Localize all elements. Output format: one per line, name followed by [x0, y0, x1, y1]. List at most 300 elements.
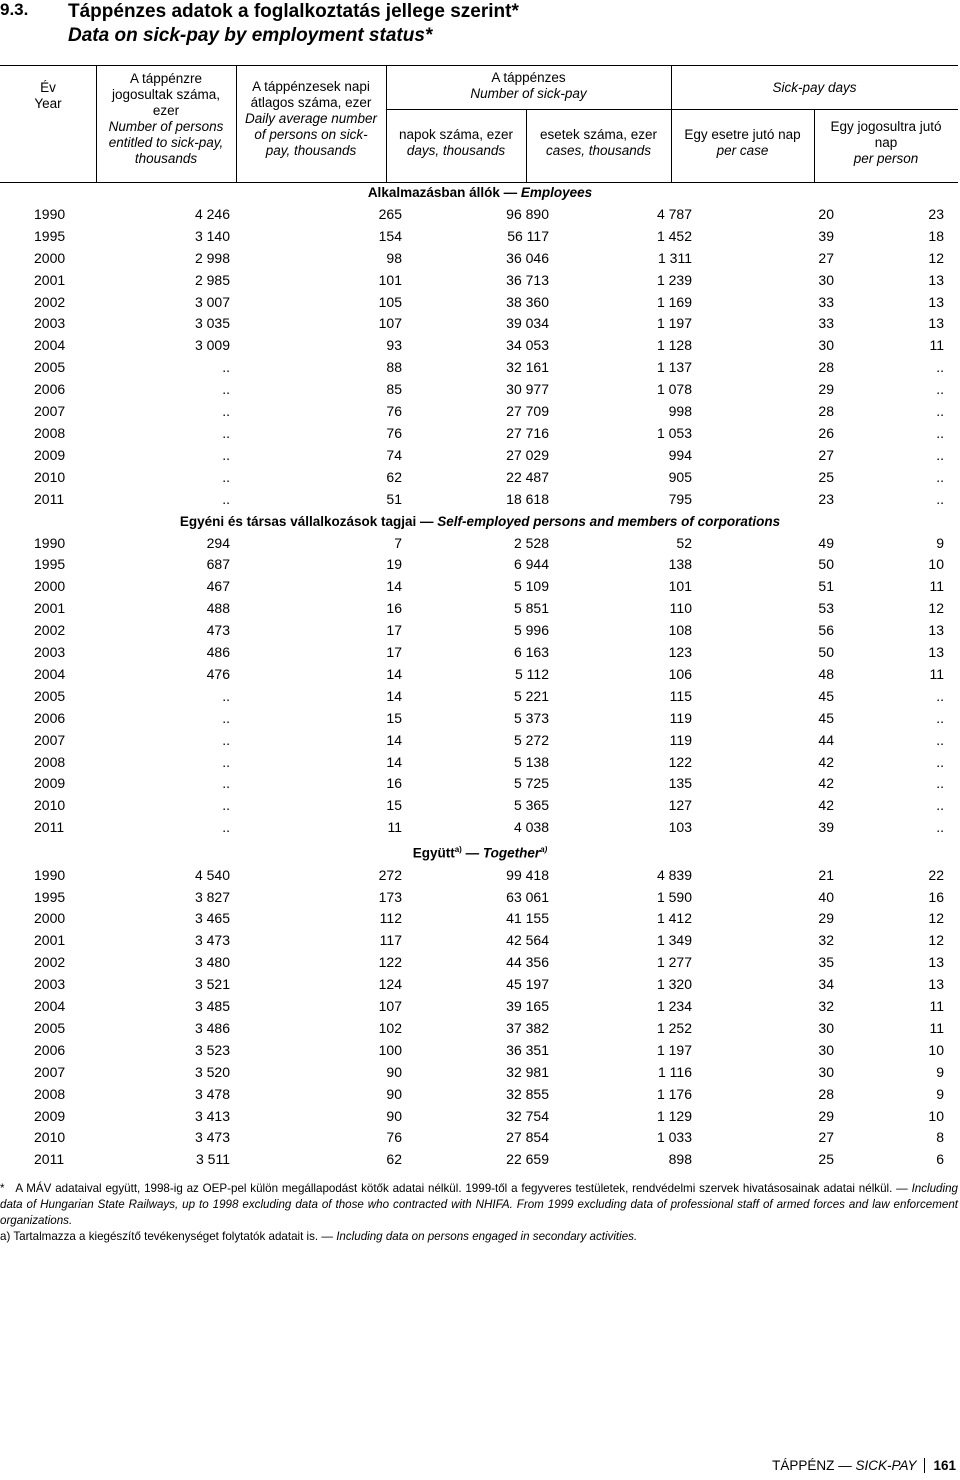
value-cell: 127: [668, 797, 692, 814]
value-cell: 2 998: [194, 249, 230, 266]
value-cell: 3 520: [194, 1063, 230, 1080]
value-cell: 27: [818, 1129, 834, 1146]
value-cell: 39: [818, 227, 834, 244]
value-cell: 119: [669, 709, 692, 726]
year-cell: 2003: [34, 976, 66, 993]
value-cell: 11: [387, 819, 402, 836]
year-cell: 2007: [34, 403, 66, 420]
value-cell: 6: [936, 1151, 944, 1168]
value-cell: 56: [818, 622, 834, 639]
value-cell: 39 165: [506, 998, 549, 1015]
table-row: [0, 313, 960, 335]
year-cell: 2000: [34, 249, 66, 266]
table-row: [0, 401, 960, 423]
value-cell: 90: [386, 1107, 402, 1124]
value-cell: 16: [386, 775, 402, 792]
value-cell: 13: [928, 315, 944, 332]
value-cell: 18: [928, 227, 944, 244]
value-cell: 2 528: [513, 534, 549, 551]
value-cell: 1 197: [656, 315, 692, 332]
footnote-star: * A MÁV adataival együtt, 1998-ig az OEP-pel külön megállapodást kötők adatai nélkül. 1999-től a fegyveres testületek, rendvédelmi szervek hivatásosainak adatai nélkül. — Including data of Hungarian State Railways, up to 1998 excluding data of those who contracted with NHIFA. From 1999 excluding data of professional staff of armed forces and law enforcement organizations.: [0, 1182, 958, 1227]
value-cell: 29: [818, 910, 834, 927]
value-cell: 795: [668, 490, 692, 507]
value-cell: 90: [386, 1063, 402, 1080]
table-row: [0, 930, 960, 952]
year-cell: 1995: [34, 227, 66, 244]
header-entitled-persons: A táppénzre jogosultak száma, ezer Number of persons entitled to sick-pay, thousands: [108, 71, 224, 166]
value-cell: 12: [928, 910, 944, 927]
value-cell: 3 827: [194, 888, 230, 905]
section-heading-row: [0, 182, 960, 204]
year-cell: 2008: [34, 1085, 66, 1102]
value-cell: 1 033: [656, 1129, 692, 1146]
table-row: [0, 730, 960, 752]
value-cell: 52: [676, 534, 692, 551]
value-cell: 486: [206, 644, 230, 661]
value-cell: 1 053: [656, 424, 692, 441]
value-cell: 13: [928, 644, 944, 661]
value-cell: 138: [668, 556, 692, 573]
title-hungarian: Táppénzes adatok a foglalkoztatás jellege szerint*: [68, 1, 519, 22]
header-sick-pay-group: A táppénzes Number of sick-pay: [470, 70, 587, 101]
value-cell: 51: [386, 490, 402, 507]
value-cell: 11: [929, 337, 944, 354]
value-cell: 4 787: [656, 205, 692, 222]
year-cell: 2009: [34, 775, 66, 792]
value-cell: 13: [928, 293, 944, 310]
table-row: [0, 204, 960, 226]
value-cell: 30: [818, 271, 834, 288]
value-cell: 38 360: [506, 293, 549, 310]
value-cell: 63 061: [506, 888, 549, 905]
year-cell: 2004: [34, 998, 66, 1015]
value-cell: 36 046: [506, 249, 549, 266]
value-cell: 28: [818, 359, 834, 376]
value-cell: 40: [818, 888, 834, 905]
value-cell: 3 511: [196, 1151, 230, 1168]
value-cell: 6 944: [513, 556, 549, 573]
value-cell: 16: [928, 888, 944, 905]
value-cell: 27 716: [506, 424, 549, 441]
value-cell: 19: [386, 556, 402, 573]
value-cell: 998: [668, 403, 692, 420]
table-row: [0, 996, 960, 1018]
value-cell: 11: [929, 578, 944, 595]
year-cell: 2001: [34, 600, 66, 617]
value-cell: 14: [386, 753, 402, 770]
footnote-a: a) Tartalmazza a kiegészítő tevékenységet folytatók adatait is. — Including data on persons engaged in secondary activities.: [0, 1230, 638, 1243]
value-cell: 100: [378, 1041, 402, 1058]
table-row: [0, 467, 960, 489]
value-cell: 101: [668, 578, 692, 595]
value-cell: 3 007: [194, 293, 230, 310]
value-cell: 4 038: [513, 819, 549, 836]
value-cell: 15: [386, 709, 402, 726]
table-row: [0, 248, 960, 270]
value-cell: 123: [668, 644, 692, 661]
value-cell: 30: [818, 1041, 834, 1058]
value-cell: 32 161: [506, 359, 549, 376]
value-cell: 12: [928, 600, 944, 617]
value-cell: ..: [222, 709, 230, 726]
value-cell: 103: [668, 819, 692, 836]
value-cell: 119: [669, 731, 692, 748]
value-cell: 1 128: [656, 337, 692, 354]
value-cell: 45 197: [506, 976, 549, 993]
table-row: [0, 292, 960, 314]
value-cell: 905: [668, 468, 692, 485]
value-cell: 154: [378, 227, 402, 244]
table-row: [0, 686, 960, 708]
table-row: [0, 1062, 960, 1084]
value-cell: 3 413: [194, 1107, 230, 1124]
value-cell: 34 053: [506, 337, 549, 354]
page-title: [68, 0, 519, 48]
table-row: [0, 795, 960, 817]
value-cell: 4 246: [194, 205, 230, 222]
value-cell: 488: [206, 600, 230, 617]
value-cell: 26: [818, 424, 834, 441]
value-cell: 62: [386, 1151, 402, 1168]
value-cell: 110: [669, 600, 692, 617]
value-cell: ..: [222, 687, 230, 704]
value-cell: 17: [386, 644, 402, 661]
year-cell: 2011: [34, 1151, 65, 1168]
value-cell: 1 277: [656, 954, 692, 971]
value-cell: ..: [936, 797, 944, 814]
value-cell: 5 996: [513, 622, 549, 639]
value-cell: 17: [386, 622, 402, 639]
value-cell: 10: [928, 1041, 944, 1058]
value-cell: 122: [668, 753, 692, 770]
value-cell: 96 890: [506, 205, 549, 222]
value-cell: 13: [928, 976, 944, 993]
value-cell: 5 851: [513, 600, 549, 617]
value-cell: 41 155: [506, 910, 549, 927]
value-cell: 3 473: [194, 1129, 230, 1146]
value-cell: 76: [386, 424, 402, 441]
value-cell: ..: [222, 468, 230, 485]
value-cell: 1 239: [656, 271, 692, 288]
value-cell: 3 465: [194, 910, 230, 927]
table-row: [0, 664, 960, 686]
value-cell: 12: [928, 932, 944, 949]
table-row: [0, 226, 960, 248]
value-cell: 1 078: [656, 381, 692, 398]
table-row: [0, 1040, 960, 1062]
value-cell: 76: [386, 403, 402, 420]
value-cell: 1 320: [656, 976, 692, 993]
year-cell: 2006: [34, 381, 66, 398]
table-row: [0, 379, 960, 401]
value-cell: ..: [936, 424, 944, 441]
value-cell: 50: [818, 556, 834, 573]
section-heading: Együtt$^{a)}$ — Together$^{a)}$: [412, 845, 548, 861]
value-cell: 33: [818, 293, 834, 310]
table-row: [0, 908, 960, 930]
value-cell: 5 112: [515, 665, 549, 682]
year-cell: 2007: [34, 731, 66, 748]
value-cell: ..: [936, 359, 944, 376]
value-cell: ..: [936, 687, 944, 704]
table-row: [0, 817, 960, 839]
value-cell: 90: [386, 1085, 402, 1102]
value-cell: 32: [818, 998, 834, 1015]
value-cell: ..: [222, 753, 230, 770]
value-cell: 898: [668, 1151, 692, 1168]
value-cell: ..: [936, 819, 944, 836]
table-row: [0, 445, 960, 467]
value-cell: 98: [386, 249, 402, 266]
header-sick-pay-days: Sick-pay days: [772, 80, 857, 95]
value-cell: 99 418: [506, 866, 549, 883]
year-cell: 2006: [34, 1041, 66, 1058]
section-heading: Alkalmazásban állók — Employees: [367, 185, 593, 200]
value-cell: 30: [818, 337, 834, 354]
value-cell: 1 116: [658, 1063, 692, 1080]
value-cell: 25: [818, 1151, 834, 1168]
value-cell: ..: [222, 819, 230, 836]
page-footer: TÁPPÉNZ — SICK-PAY 161: [772, 1458, 956, 1473]
year-cell: 2007: [34, 1063, 66, 1080]
value-cell: 74: [386, 446, 402, 463]
value-cell: 3 009: [194, 337, 230, 354]
table-row: [0, 773, 960, 795]
year-cell: 2001: [34, 271, 66, 288]
value-cell: 3 485: [194, 998, 230, 1015]
value-cell: 3 478: [194, 1085, 230, 1102]
value-cell: 18 618: [506, 490, 549, 507]
value-cell: ..: [222, 424, 230, 441]
value-cell: 42: [818, 775, 834, 792]
year-cell: 2008: [34, 753, 66, 770]
value-cell: 13: [928, 622, 944, 639]
value-cell: 45: [818, 709, 834, 726]
value-cell: 1 349: [656, 932, 692, 949]
year-cell: 2005: [34, 1019, 66, 1036]
value-cell: 5 373: [513, 709, 549, 726]
year-cell: 2002: [34, 293, 66, 310]
value-cell: 265: [378, 205, 402, 222]
table-row: [0, 423, 960, 445]
value-cell: 5 109: [513, 578, 549, 595]
value-cell: 1 137: [656, 359, 692, 376]
value-cell: 1 129: [656, 1107, 692, 1124]
value-cell: 44: [818, 731, 834, 748]
year-cell: 2005: [34, 359, 66, 376]
value-cell: ..: [936, 775, 944, 792]
table-row: [0, 1127, 960, 1149]
year-cell: 2008: [34, 424, 66, 441]
value-cell: 476: [206, 665, 230, 682]
value-cell: ..: [936, 403, 944, 420]
value-cell: 30 977: [506, 381, 549, 398]
value-cell: 51: [818, 578, 834, 595]
header-per-person: Egy jogosultra jutó nap per person: [830, 119, 942, 166]
value-cell: 101: [378, 271, 402, 288]
value-cell: 5 272: [513, 731, 549, 748]
value-cell: 27 709: [506, 403, 549, 420]
value-cell: 42: [818, 797, 834, 814]
value-cell: 687: [206, 556, 230, 573]
page-number: 161: [933, 1458, 956, 1473]
footnotes: [0, 1181, 958, 1245]
value-cell: 32 855: [506, 1085, 549, 1102]
value-cell: 105: [378, 293, 402, 310]
value-cell: ..: [936, 731, 944, 748]
value-cell: 3 473: [194, 932, 230, 949]
year-cell: 2002: [34, 622, 66, 639]
value-cell: 56 117: [507, 227, 549, 244]
year-cell: 2003: [34, 644, 66, 661]
value-cell: 11: [929, 1019, 944, 1036]
value-cell: 15: [386, 797, 402, 814]
value-cell: 28: [818, 1085, 834, 1102]
value-cell: 11: [929, 665, 944, 682]
value-cell: 22 659: [506, 1151, 549, 1168]
value-cell: 25: [818, 468, 834, 485]
value-cell: 1 590: [656, 888, 692, 905]
sick-pay-table: [0, 182, 960, 1171]
header-days: napok száma, ezer days, thousands: [398, 127, 514, 158]
value-cell: 14: [386, 731, 402, 748]
value-cell: 22 487: [506, 468, 549, 485]
value-cell: 1 252: [656, 1019, 692, 1036]
value-cell: 39 034: [506, 315, 549, 332]
value-cell: 3 486: [194, 1019, 230, 1036]
value-cell: 5 725: [513, 775, 549, 792]
table-row: [0, 865, 960, 887]
year-cell: 2010: [34, 797, 66, 814]
table-row: [0, 335, 960, 357]
value-cell: ..: [222, 490, 230, 507]
value-cell: 107: [378, 315, 402, 332]
value-cell: 29: [818, 381, 834, 398]
year-cell: 2005: [34, 687, 66, 704]
value-cell: 20: [818, 205, 834, 222]
year-cell: 1990: [34, 534, 66, 551]
table-row: [0, 952, 960, 974]
value-cell: 9: [936, 534, 944, 551]
value-cell: 6 163: [513, 644, 549, 661]
value-cell: 35: [818, 954, 834, 971]
year-cell: 2000: [34, 578, 66, 595]
value-cell: 124: [378, 976, 402, 993]
value-cell: 76: [386, 1129, 402, 1146]
table-row: [0, 554, 960, 576]
value-cell: 1 311: [658, 249, 692, 266]
value-cell: 14: [386, 687, 402, 704]
value-cell: 272: [378, 866, 402, 883]
value-cell: 2 985: [194, 271, 230, 288]
section-heading-row: [0, 511, 960, 533]
value-cell: 3 140: [194, 227, 230, 244]
year-cell: 2006: [34, 709, 66, 726]
value-cell: 467: [206, 578, 230, 595]
value-cell: 88: [386, 359, 402, 376]
value-cell: 30: [818, 1019, 834, 1036]
year-cell: 1990: [34, 205, 66, 222]
value-cell: 36 713: [506, 271, 549, 288]
value-cell: 45: [818, 687, 834, 704]
value-cell: ..: [222, 403, 230, 420]
value-cell: 93: [386, 337, 402, 354]
header-per-case: Egy esetre jutó nap per case: [684, 127, 801, 158]
value-cell: 32 981: [506, 1063, 549, 1080]
year-cell: 2004: [34, 337, 66, 354]
value-cell: 1 452: [656, 227, 692, 244]
section-number: 9.3.: [0, 0, 29, 19]
table-header: [0, 65, 960, 183]
value-cell: 14: [386, 665, 402, 682]
value-cell: 21: [818, 866, 834, 883]
value-cell: 10: [928, 1107, 944, 1124]
value-cell: ..: [222, 446, 230, 463]
year-cell: 2009: [34, 1107, 66, 1124]
value-cell: 106: [668, 665, 692, 682]
value-cell: ..: [222, 797, 230, 814]
value-cell: 34: [818, 976, 834, 993]
table-row: [0, 642, 960, 664]
value-cell: ..: [936, 446, 944, 463]
value-cell: 27 029: [506, 446, 549, 463]
table-row: [0, 708, 960, 730]
value-cell: ..: [936, 709, 944, 726]
value-cell: ..: [936, 753, 944, 770]
section-heading-row: [0, 839, 960, 864]
value-cell: 44 356: [506, 954, 549, 971]
value-cell: 5 138: [513, 753, 549, 770]
year-cell: 1995: [34, 556, 66, 573]
year-cell: 2009: [34, 446, 66, 463]
value-cell: 1 412: [656, 910, 692, 927]
value-cell: ..: [222, 731, 230, 748]
value-cell: 102: [378, 1019, 402, 1036]
value-cell: 23: [818, 490, 834, 507]
year-cell: 2011: [34, 819, 65, 836]
value-cell: 85: [386, 381, 402, 398]
value-cell: 3 035: [194, 315, 230, 332]
value-cell: 4 839: [656, 866, 692, 883]
table-row: [0, 533, 960, 555]
year-cell: 2010: [34, 1129, 66, 1146]
table-row: [0, 974, 960, 996]
value-cell: 27: [818, 446, 834, 463]
value-cell: ..: [222, 359, 230, 376]
value-cell: 12: [928, 249, 944, 266]
value-cell: ..: [222, 381, 230, 398]
table-row: [0, 576, 960, 598]
value-cell: ..: [936, 468, 944, 485]
value-cell: 1 234: [656, 998, 692, 1015]
table-row: [0, 1106, 960, 1128]
table-row: [0, 887, 960, 909]
value-cell: 1 197: [656, 1041, 692, 1058]
header-year: Év Year: [34, 80, 62, 111]
value-cell: 49: [818, 534, 834, 551]
value-cell: 107: [378, 998, 402, 1015]
value-cell: 33: [818, 315, 834, 332]
section-heading: Egyéni és társas vállalkozások tagjai — Self-employed persons and members of corporations: [179, 513, 781, 529]
year-cell: 2004: [34, 665, 66, 682]
year-cell: 2010: [34, 468, 66, 485]
value-cell: 9: [936, 1085, 944, 1102]
value-cell: 32: [818, 932, 834, 949]
value-cell: 117: [379, 932, 402, 949]
table-row: [0, 620, 960, 642]
value-cell: 4 540: [194, 866, 230, 883]
value-cell: 994: [668, 446, 692, 463]
